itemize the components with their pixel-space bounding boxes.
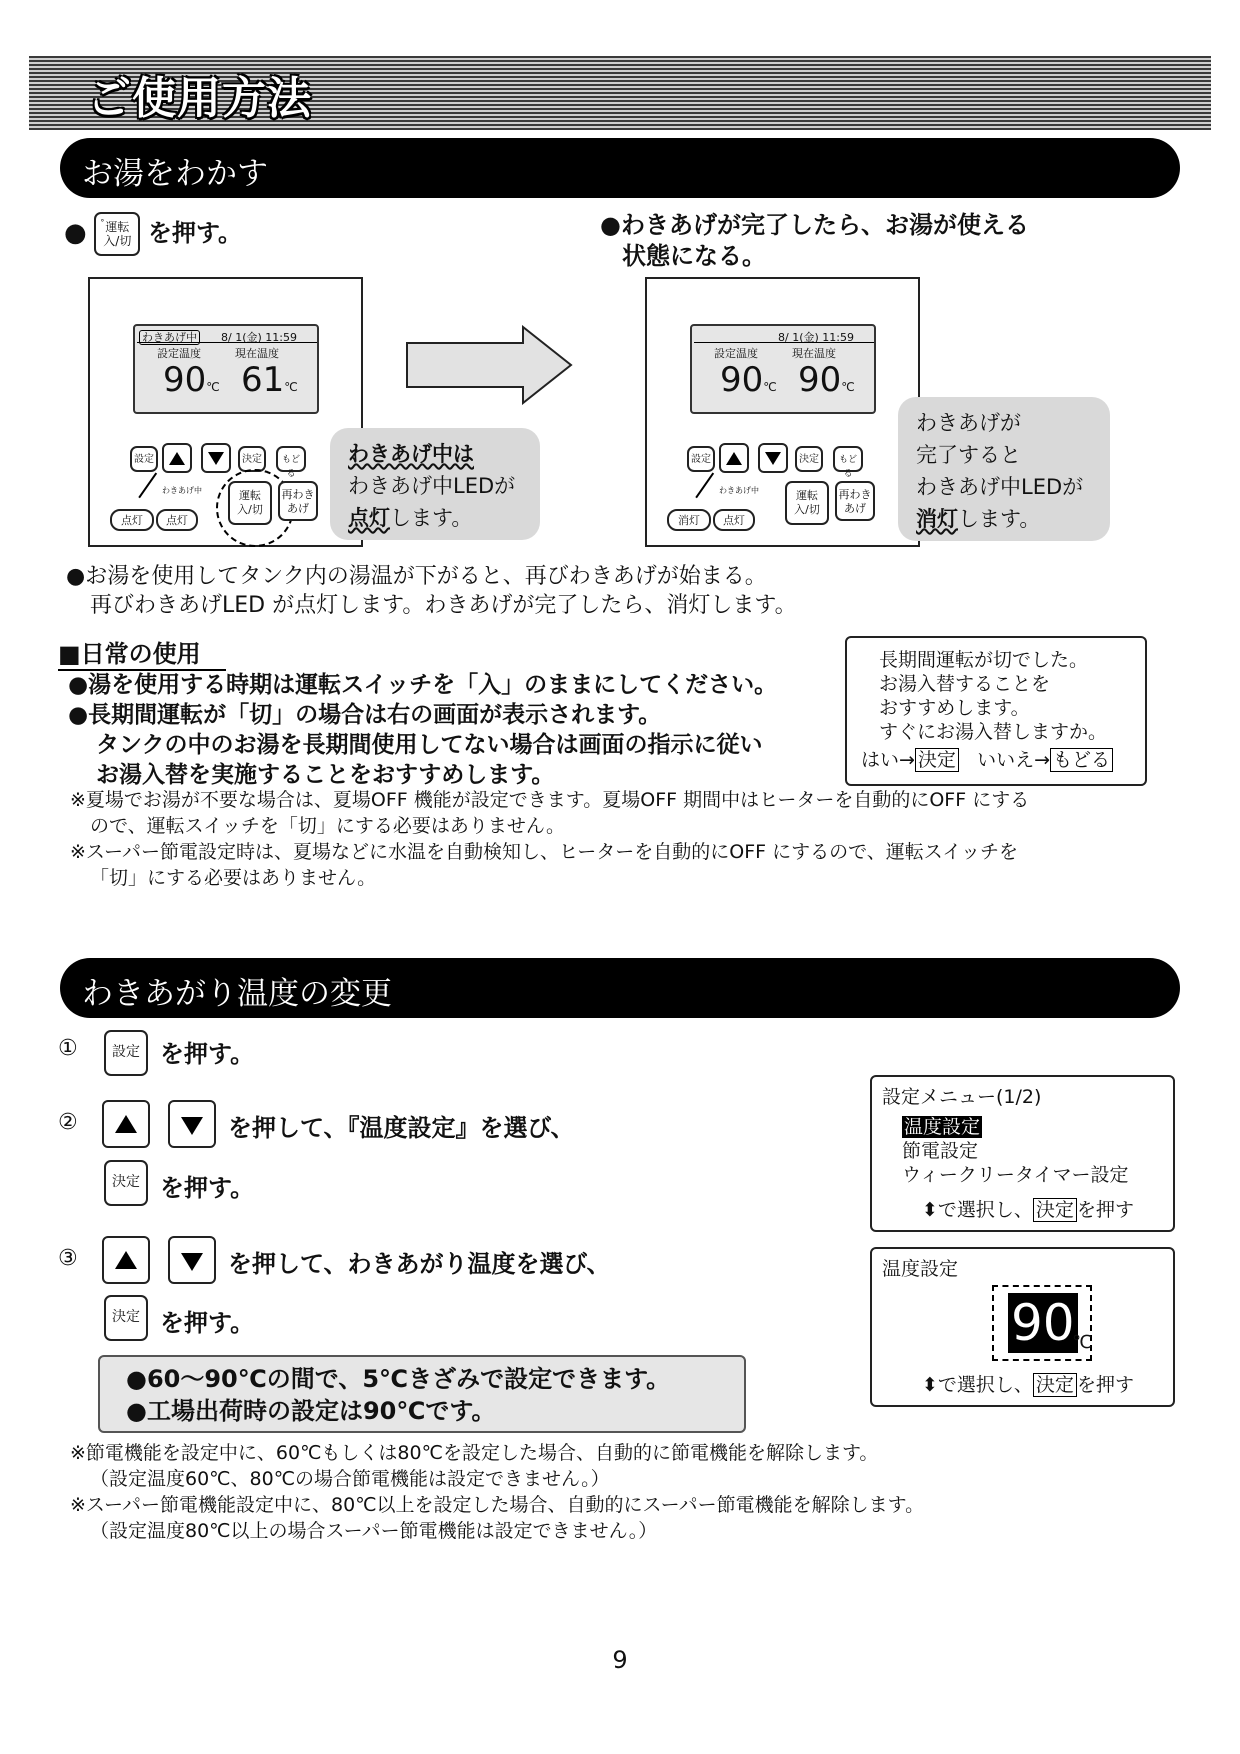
yes-kettei-key: 決定 [915, 748, 959, 772]
settei-button[interactable]: 設定 [687, 446, 715, 472]
temp-value: 90 [1008, 1293, 1078, 1353]
step-2-text: を押して、『温度設定』を選び、 [228, 1114, 575, 1142]
lcd-now-temp: 90 [798, 360, 842, 400]
callout-boiling: わきあげ中は わきあげ中LEDが 点灯します。 [330, 428, 540, 540]
section-heading-temp-change [60, 958, 1180, 1018]
down-arrow-icon [168, 1100, 216, 1148]
led-label: わきあげ中 [719, 486, 759, 495]
temp-info-box: ●60～90℃の間で、5℃きざみで設定できます。 ●工場出荷時の設定は90℃です。 [98, 1355, 746, 1433]
step-press-text: を押す。 [147, 219, 243, 247]
daily-use-text: ●湯を使用する時期は運転スイッチを「入」のままにしてください。 ●長期間運転が「切」の場合は右の画面が表示されます。 タンクの中のお湯を長期間使用してない場合は画面の指示に従い お湯入替を実施することをおすすめします。 [68, 672, 778, 788]
lcd-date: 8/ 1(金) 11:59 [221, 331, 297, 344]
temp-setting-screen: 温度設定 90 ℃ ⬍で選択し、 決定 を押す [870, 1247, 1175, 1407]
lcd-right: 8/ 1(金) 11:59 設定温度 現在温度 90℃ 90℃ [690, 324, 876, 414]
section-heading-boil [60, 138, 1180, 198]
led-label: わきあげ中 [162, 486, 202, 495]
up-arrow-icon [102, 1236, 150, 1284]
control-panel-left [88, 277, 363, 547]
section-heading-text: お湯をわかす [82, 156, 268, 192]
up-button[interactable] [162, 443, 192, 473]
step-3-text: を押して、わきあがり温度を選び、 [228, 1250, 611, 1278]
page-title: ご使用方法 [87, 73, 312, 124]
run-button[interactable]: 運転 入/切 [228, 481, 272, 525]
step-2-num: ② [58, 1110, 78, 1135]
page-number: 9 [612, 1646, 628, 1674]
kettei-key-icon: 決定 [104, 1295, 148, 1341]
up-button[interactable] [719, 443, 749, 473]
menu-item-power-save: 節電設定 [902, 1140, 979, 1162]
down-arrow-icon [168, 1236, 216, 1284]
settei-button[interactable]: 設定 [130, 446, 158, 472]
step-press-run: ● ° 運転 入/切 を押す。 [64, 212, 242, 256]
lcd-label-now: 現在温度 [235, 347, 279, 360]
down-button[interactable] [201, 443, 231, 473]
kettei-button[interactable]: 決定 [238, 446, 266, 472]
lcd-left: わきあげ中 8/ 1(金) 11:59 設定温度 現在温度 90℃ 61℃ [133, 324, 319, 414]
reboil-paragraph: ●お湯を使用してタンク内の湯温が下がると、再びわきあげが始まる。 再びわきあげLED が点灯します。わきあげが完了したら、消灯します。 [66, 564, 797, 618]
kettei-key-icon: 決定 [104, 1160, 148, 1206]
menu-item-temp: 温度設定 [904, 1116, 981, 1138]
step-1-text: を押す。 [160, 1040, 255, 1068]
step-complete-text: ●わきあげが完了したら、お湯が使える 状態になる。 [600, 211, 1029, 270]
reboil-button[interactable]: 再わき あげ [835, 481, 875, 521]
lcd-label-now: 現在温度 [792, 347, 836, 360]
lcd-set-temp: 90 [163, 360, 207, 400]
up-arrow-icon [102, 1100, 150, 1148]
step-3b-text: を押す。 [160, 1309, 255, 1337]
settings-menu-screen: 設定メニュー(1/2) 温度設定 節電設定 ウィークリータイマー設定 ⬍で選択し、 決定 を押す [870, 1075, 1175, 1232]
modoru-button[interactable]: もどる [276, 446, 306, 472]
run-button[interactable]: 運転 入/切 [785, 481, 829, 525]
menu-title: 設定メニュー(1/2) [882, 1086, 1042, 1108]
down-button[interactable] [758, 443, 788, 473]
long-stop-screen: 長期間運転が切でした。 お湯入替することを おすすめします。 すぐにお湯入替しますか。 はい→ 決定 いいえ→ もどる [845, 636, 1147, 786]
temp-value-frame: 90 ℃ [992, 1285, 1092, 1361]
menu-item-weekly-timer: ウィークリータイマー設定 [902, 1164, 1129, 1186]
lcd-label-set: 設定温度 [714, 347, 758, 360]
section-heading-text: わきあがり温度の変更 [82, 976, 392, 1012]
lcd-date: 8/ 1(金) 11:59 [778, 331, 854, 344]
temp-notes: ※節電機能を設定中に、60℃もしくは80℃を設定した場合、自動的に節電機能を解除します。 （設定温度60℃、80℃の場合節電機能は設定できません。） ※スーパー節電機能設定中に、80℃以上を設定した場合、自動的にスーパー節電機能を解除します。 （設定温度80℃以上の場合スーパー節電機能は設定できません。） [70, 1442, 925, 1542]
settei-key-icon: 設定 [104, 1030, 148, 1076]
led-indicator-left: 消灯 [667, 509, 711, 531]
step-3-num: ③ [58, 1246, 78, 1271]
control-panel-right [645, 277, 920, 547]
arrow-right-icon [405, 325, 575, 405]
daily-use-heading: ■日常の使用 [58, 634, 226, 671]
daily-notes: ※夏場でお湯が不要な場合は、夏場OFF 機能が設定できます。夏場OFF 期間中はヒーターを自動的にOFF にする ので、運転スイッチを「切」にする必要はありません。 ※スーパー節電設定時は、夏場などに水温を自動検知し、ヒーターを自動的にOFF にするので、運転スイッチを 「切」にする必要はありません。 [70, 789, 1030, 889]
no-modoru-key: もどる [1050, 748, 1113, 772]
run-key-icon: ° 運転 入/切 [94, 212, 140, 256]
lcd-now-temp: 61 [241, 360, 285, 400]
led-indicator-right: 点灯 [156, 509, 198, 531]
led-indicator-left: 点灯 [110, 509, 154, 531]
lcd-set-temp: 90 [720, 360, 764, 400]
reboil-button[interactable]: 再わき あげ [278, 481, 318, 521]
step-1-num: ① [58, 1036, 78, 1061]
temp-screen-title: 温度設定 [882, 1258, 959, 1280]
modoru-button[interactable]: もどる [833, 446, 863, 472]
led-indicator-right: 点灯 [713, 509, 755, 531]
step-2b-text: を押す。 [160, 1174, 255, 1202]
callout-complete: わきあげが 完了すると わきあげ中LEDが 消灯します。 [898, 397, 1110, 541]
kettei-button[interactable]: 決定 [795, 446, 823, 472]
page-title-band [29, 56, 1211, 130]
lcd-label-set: 設定温度 [157, 347, 201, 360]
boiling-badge: わきあげ中 [139, 330, 200, 345]
